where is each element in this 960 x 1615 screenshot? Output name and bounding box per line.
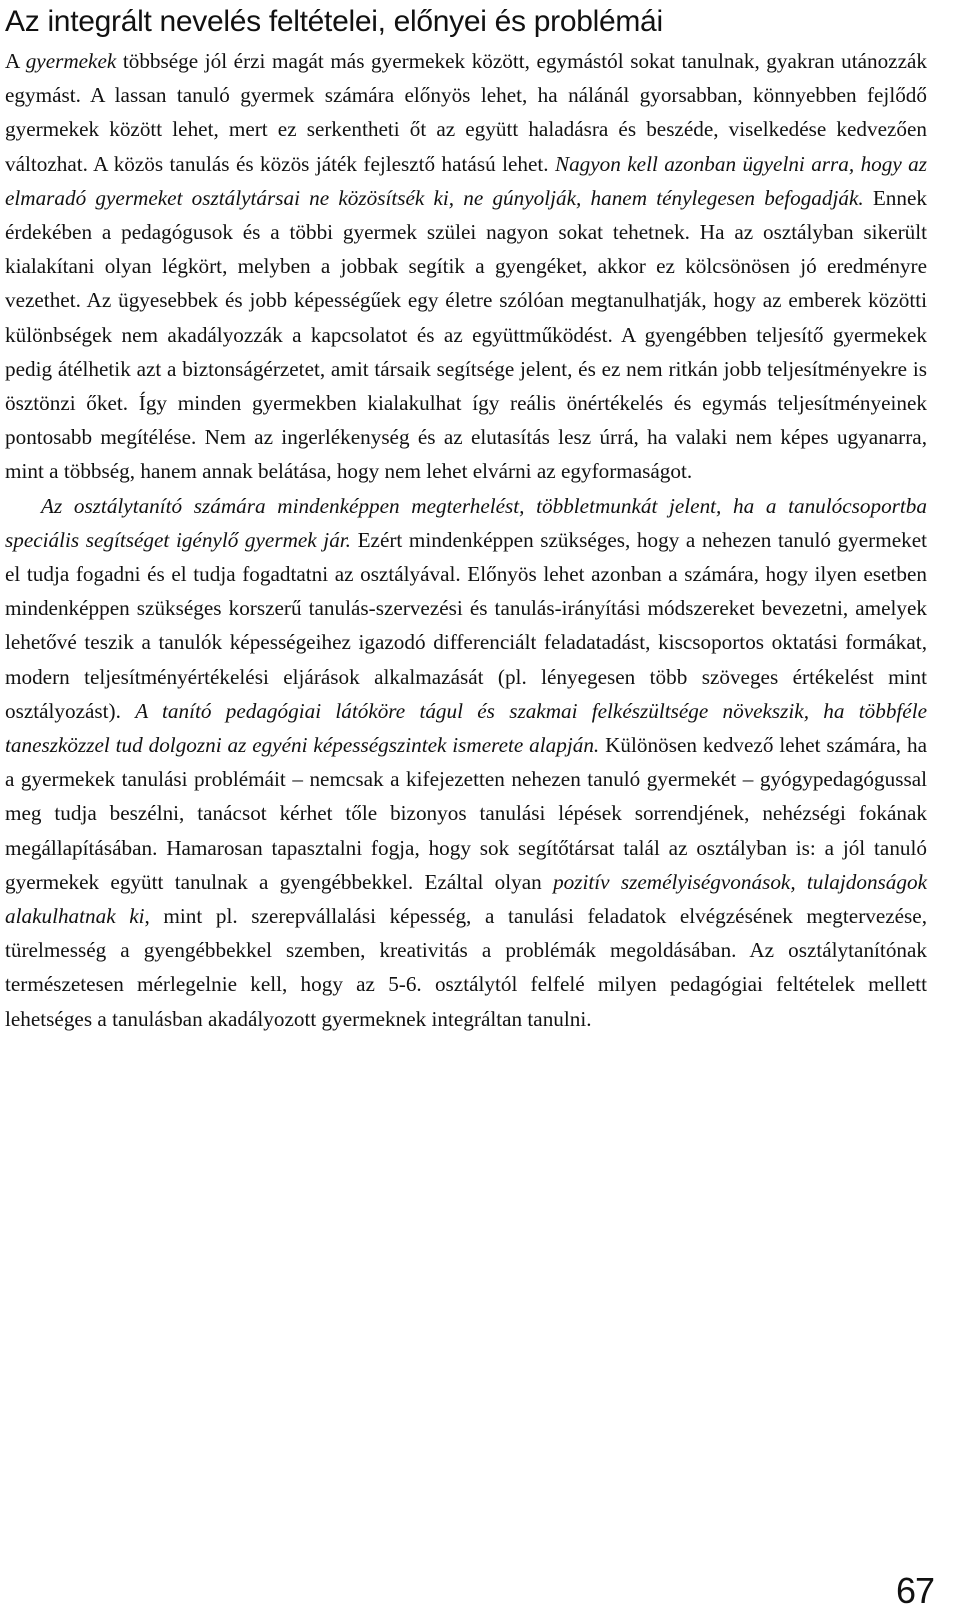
text-run: Ezért mindenképpen szükséges, hogy a nehezen tanuló gyermeket el tudja fogadni és el tudja fogadtatni az osztályával. Előnyös lehet azonban a számára, hogy ilyen esetben mindenképpen szükséges korszerű tanulás-szervezési és tanulás-irányítási módszereket bevezetni, amelyek lehetővé teszik a tanulók képességeihez igazodó differenciált feladatadást, kiscsoportos oktatási formákat, modern teljesítményértékelési eljárások alkalmazását (pl. lényegesen több szöveges értékelést mint osztályozást).	[5, 527, 927, 723]
page-number: 67	[895, 1570, 934, 1611]
italic-text-run: Az osztálytanító számára mindenképpen megterhelést, többletmunkát jelent, ha a tanulócsoportba speciális segítséget igénylő gyermek jár.	[5, 493, 927, 552]
paragraph-1	[5, 44, 927, 489]
body-text	[5, 44, 927, 1036]
text-run: többsége jól érzi magát más gyermekek között, egymástól sokat tanulnak, gyakran utánozzák egymást. A lassan tanuló gyermek számára előnyös lehet, ha nálánál gyorsabban, könnyebben fejlődő gyermekek között lehet, mert ez serkentheti őt az együtt haladásra és beszéde, viselkedése kedvezően változhat. A közös tanulás és közös játék fejlesztő hatású lehet.	[5, 49, 927, 176]
paragraph-2	[5, 489, 927, 1036]
italic-text-run: gyermekek	[25, 49, 117, 73]
text-run: Különösen kedvező lehet számára, ha a gyermekek tanulási problémáit – nemcsak a kifejezetten nehezen tanuló gyermekét – gyógypedagógussal meg tudja beszélni, tanácsot kérhet tőle bizonyos tanulási lépések sorrendjének, nehézségi fokának megállapításában. Hamarosan tapasztalni fogja, hogy sok segítőtársat talál az osztályban is: a jól tanuló gyermekek együtt tanulnak a gyengébbekkel. Ezáltal olyan	[5, 733, 927, 894]
italic-text-run: Nagyon kell azonban ügyelni arra, hogy az elmaradó gyermeket osztálytársai ne közösítsék ki, ne gúnyolják, hanem ténylegesen befogadják.	[5, 151, 927, 210]
italic-text-run: A tanító pedagógiai látóköre tágul és szakmai felkészültsége növekszik, ha többféle taneszközzel tud dolgozni az egyéni képességszintek ismerete alapján.	[5, 698, 927, 758]
section-title: Az integrált nevelés feltételei, előnyei és problémái	[5, 5, 663, 38]
text-run: , mint pl. szerepvállalási képesség, a tanulási feladatok elvégzésének megtervezése, türelmesség a gyengébbekkel szemben, kreativitás a problémák megoldásában. Az osztálytanítónak természetesen mérlegelnie kell, hogy az 5-6. osztálytól felfelé milyen pedagógiai feltételek mellett lehetséges a tanulásban akadályozott gyermeknek integráltan tanulni.	[5, 904, 927, 1031]
text-run: Ennek érdekében a pedagógusok és a többi gyermek szülei nagyon sokat tehetnek. Ha az osztályban sikerült kialakítani olyan légkört, melyben a jobbak segítik a gyengéket, akkor ez kölcsönösen jó eredményre vezethet. Az ügyesebbek és jobb képességűek egy életre szólóan megtanulhatják, hogy az emberek közötti különbségek nem akadályozzák a kapcsolatot és az együttműködést. A gyengébben teljesítő gyermekek pedig átélhetik azt a biztonságérzetet, amit társaik segítsége jelent, és ez nem ritkán jobb teljesítményekre is ösztönzi őket. Így minden gyermekben kialakulhat így reális önértékelés és egymás teljesítményeinek pontosabb megítélése. Nem az ingerlékenység és az elutasítás lesz úrrá, ha valaki nem képes ugyanarra, mint a többség, hanem annak belátása, hogy nem lehet elvárni az egyformaságot.	[5, 185, 927, 484]
text-run: A	[5, 49, 26, 73]
italic-text-run: pozitív személyiségvonások, tulajdonságok alakulhatnak ki	[5, 869, 927, 929]
